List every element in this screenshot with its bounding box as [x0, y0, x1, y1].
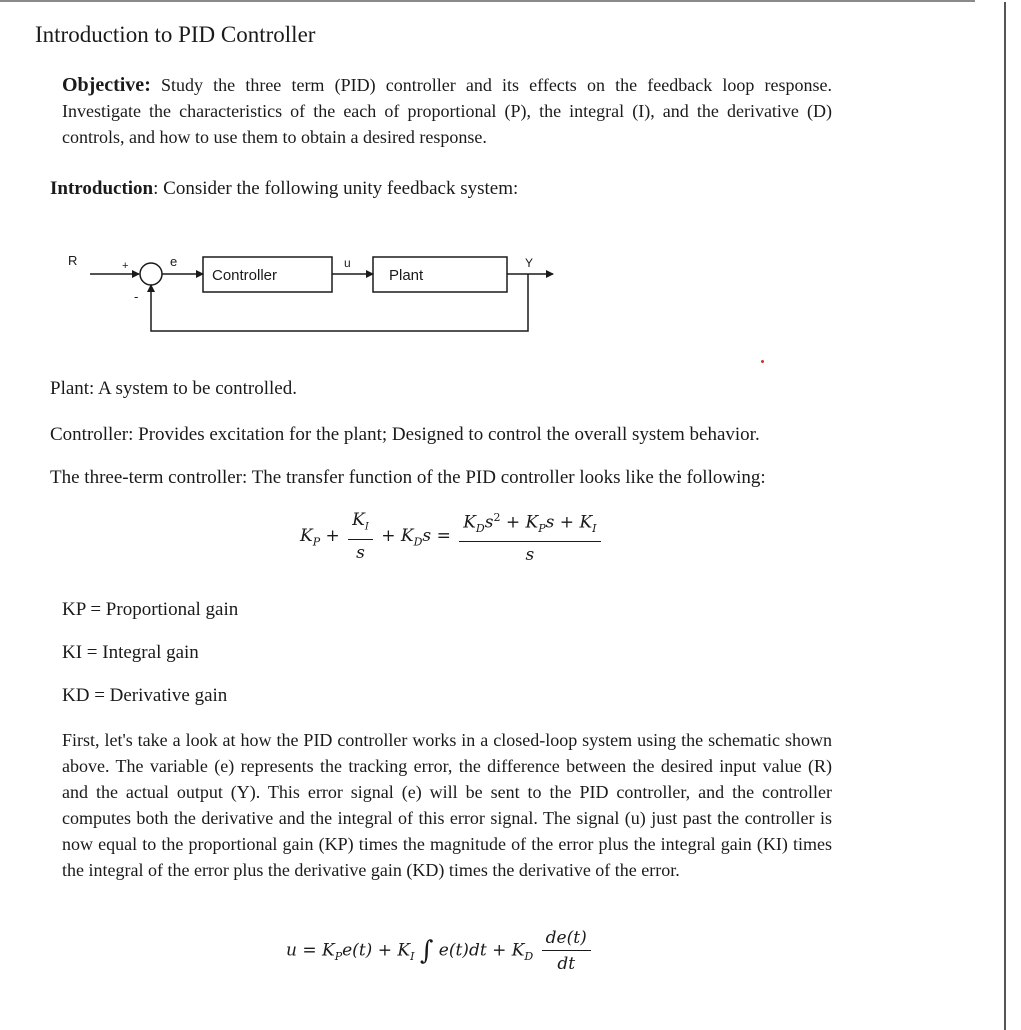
derivative-fraction: $\frac{de(t)}{dt}$	[542, 927, 591, 975]
controller-definition: Controller: Provides excitation for the plant; Designed to control the overall system behavior.	[50, 424, 760, 445]
right-rule	[1004, 2, 1006, 1030]
introduction-paragraph	[50, 178, 518, 200]
plant-definition: Plant: A system to be controlled.	[50, 378, 297, 399]
stray-mark	[761, 360, 764, 363]
plus-label: +	[122, 260, 129, 272]
transfer-function-equation: $K_P$ + $\frac{K_I}{s}$ + $K_Ds$ = $\frac{K_Ds^2 + K_Ps + K_I}{s}$	[300, 507, 604, 566]
introduction-label: Introduction	[50, 178, 154, 199]
introduction-text: : Consider the following unity feedback system:	[153, 178, 519, 199]
summing-junction	[140, 263, 162, 285]
ki-over-s-fraction: $\frac{K_I}{s}$	[348, 509, 373, 564]
r-label: R	[68, 253, 78, 268]
kp-definition: KP = Proportional gain	[62, 599, 239, 620]
control-law-equation: $u = K_Pe(t) + K_I$ ∫ $e(t)dt + K_D$ $\frac{de(t)}{dt}$	[286, 927, 594, 975]
e-label: e	[170, 254, 178, 269]
top-rule	[0, 0, 975, 2]
feedback-path	[151, 274, 528, 331]
y-label: Y	[525, 256, 534, 270]
objective-label: Objective:	[62, 74, 151, 96]
u-label: u	[344, 256, 351, 270]
ki-definition: KI = Integral gain	[62, 642, 199, 663]
objective-paragraph	[62, 72, 832, 150]
controller-label: Controller	[212, 267, 278, 284]
kd-definition: KD = Derivative gain	[62, 685, 228, 706]
page-title: Introduction to PID Controller	[35, 22, 316, 47]
three-term-definition: The three-term controller: The transfer function of the PID controller looks like the following:	[50, 467, 766, 488]
transfer-function-rhs-fraction: $\frac{K_Ds^2 + K_Ps + K_I}{s}$	[459, 507, 600, 566]
feedback-block-diagram	[60, 245, 560, 340]
objective-text: Study the three term (PID) controller and its effects on the feedback loop response. Investigate the characteristics of the each of proportional (P), the integral (I), and the derivative (D) controls, and how to use them to obtain a desired response.	[62, 75, 832, 147]
integral-sign: ∫	[419, 936, 434, 966]
explanation-paragraph: First, let's take a look at how the PID controller works in a closed-loop system using the schematic shown above. The variable (e) represents the tracking error, the difference between the desired input value (R) and the actual output (Y). This error signal (e) will be sent to the PID controller, and the controller computes both the derivative and the integral of this error signal. The signal (u) just past the controller is now equal to the proportional gain (KP) times the magnitude of the error plus the integral gain (KI) times the integral of the error plus the derivative gain (KD) times the derivative of the error.	[62, 730, 832, 880]
minus-label: -	[134, 289, 139, 304]
plant-label: Plant	[389, 267, 424, 284]
